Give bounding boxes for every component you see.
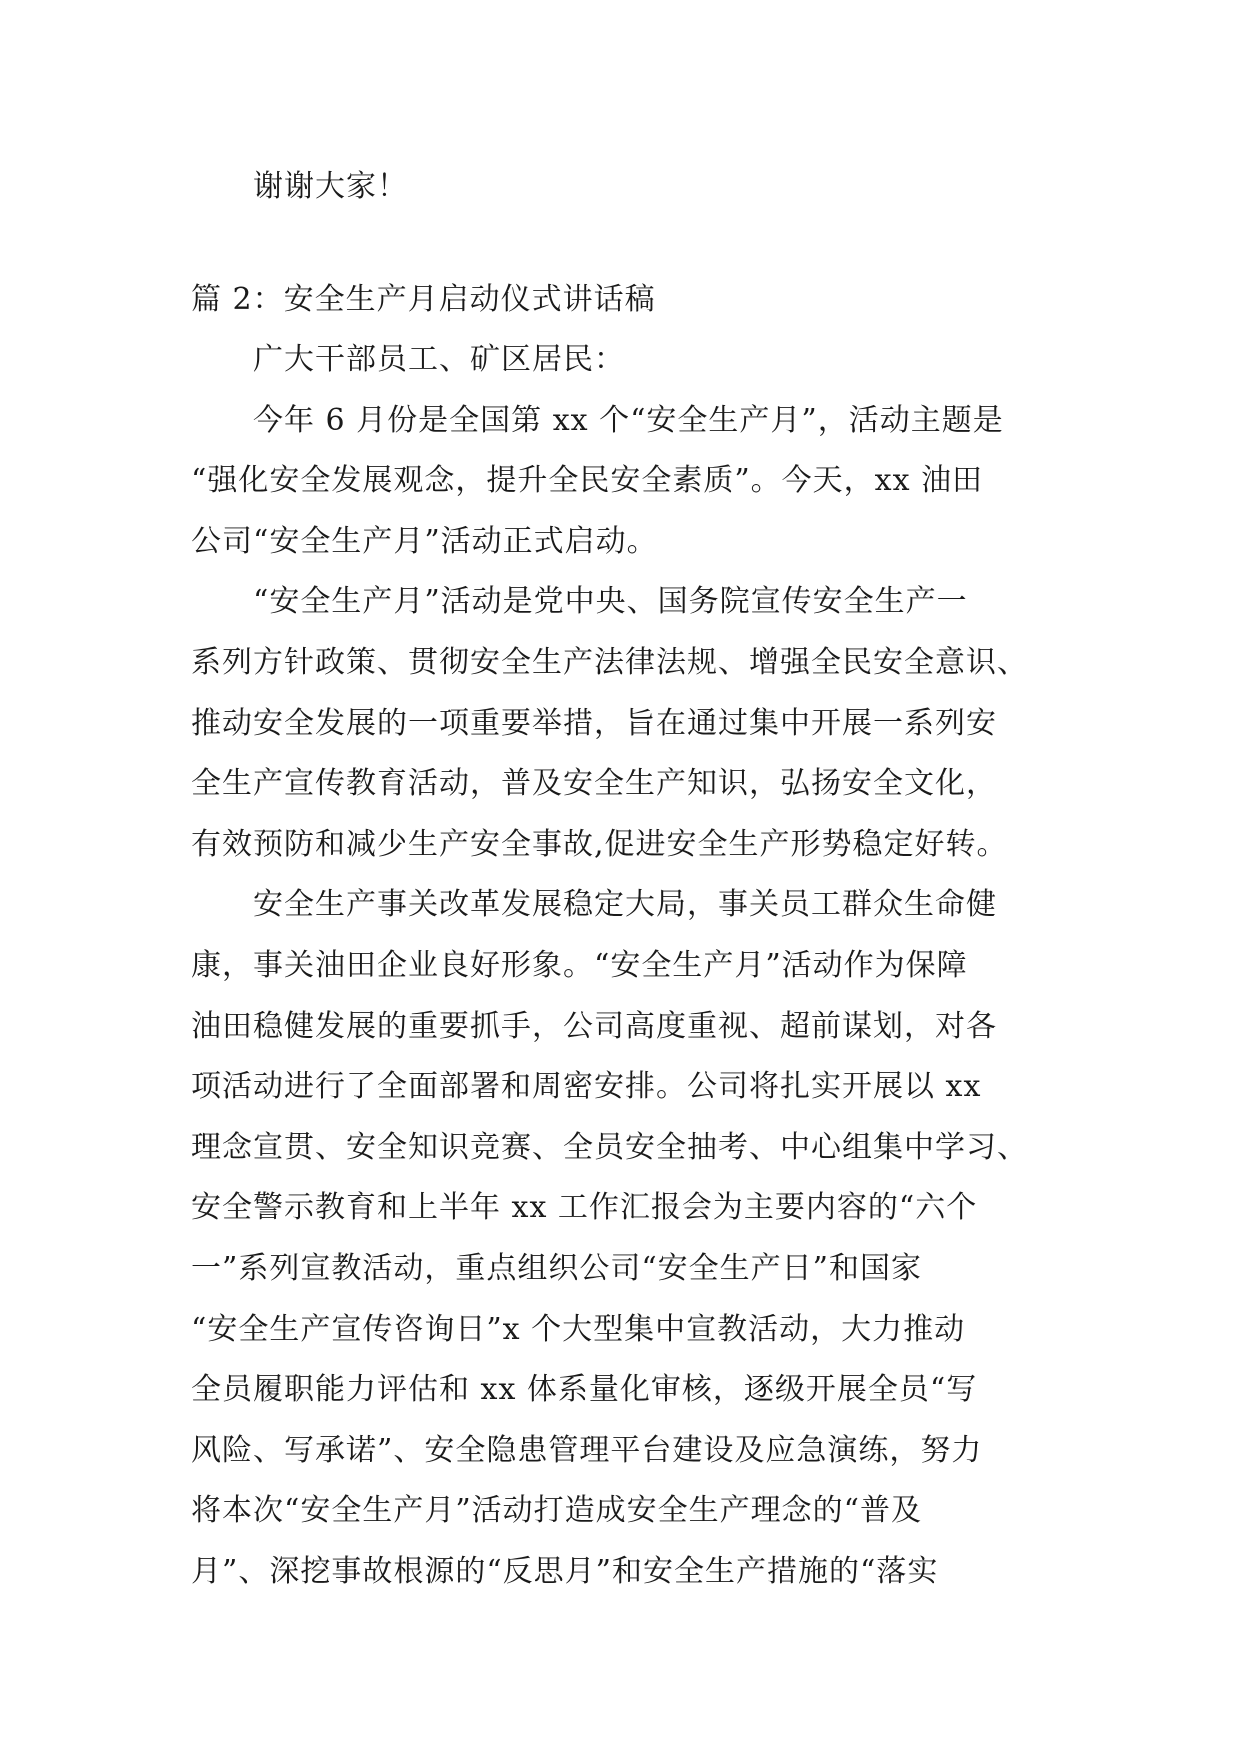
- body-line: “安全生产月”活动是党中央、国务院宣传安全生产一: [191, 584, 968, 620]
- speech-body: [191, 330, 1051, 1602]
- body-line: 今年 6 月份是全国第 xx 个“安全生产月”，活动主题是: [191, 402, 1004, 438]
- salutation-line: 广大干部员工、矿区居民：: [191, 342, 625, 377]
- body-line: 月”、深挖事故根源的“反思月”和安全生产措施的“落实: [191, 1553, 939, 1589]
- body-line: 推动安全发展的一项重要举措，旨在通过集中开展一系列安: [191, 705, 997, 741]
- body-line: “安全生产宣传咨询日”x 个大型集中宣教活动，大力推动: [191, 1311, 966, 1347]
- body-line: 风险、写承诺”、安全隐患管理平台建设及应急演练，努力: [191, 1432, 983, 1468]
- body-line: “强化安全发展观念，提升全民安全素质”。今天，xx 油田: [191, 463, 984, 499]
- body-line: 系列方针政策、贯彻安全生产法律法规、增强全民安全意识、: [191, 644, 1028, 680]
- closing-paragraph: [191, 157, 1051, 218]
- section-heading: [191, 270, 1051, 331]
- body-line: 将本次“安全生产月”活动打造成安全生产理念的“普及: [191, 1493, 923, 1529]
- section-title: 篇 2：安全生产月启动仪式讲话稿: [191, 282, 656, 317]
- body-line: 康，事关油田企业良好形象。“安全生产月”活动作为保障: [191, 947, 968, 983]
- body-line: 安全生产事关改革发展稳定大局，事关员工群众生命健: [191, 887, 997, 923]
- closing-line: 谢谢大家！: [191, 169, 408, 204]
- body-line: 全生产宣传教育活动，普及安全生产知识，弘扬安全文化，: [191, 766, 997, 802]
- body-line: 安全警示教育和上半年 xx 工作汇报会为主要内容的“六个: [191, 1190, 978, 1226]
- body-line: 油田稳健发展的重要抓手，公司高度重视、超前谋划，对各: [191, 1008, 997, 1044]
- body-line: 一”系列宣教活动，重点组织公司“安全生产日”和国家: [191, 1250, 923, 1286]
- body-line: 有效预防和减少生产安全事故,促进安全生产形势稳定好转。: [191, 826, 1008, 862]
- body-line: 全员履职能力评估和 xx 体系量化审核，逐级开展全员“写: [191, 1372, 978, 1408]
- body-line: 项活动进行了全面部署和周密安排。公司将扎实开展以 xx: [191, 1069, 982, 1105]
- body-line: 公司“安全生产月”活动正式启动。: [191, 523, 658, 559]
- body-line: 理念宣贯、安全知识竞赛、全员安全抽考、中心组集中学习、: [191, 1129, 1028, 1165]
